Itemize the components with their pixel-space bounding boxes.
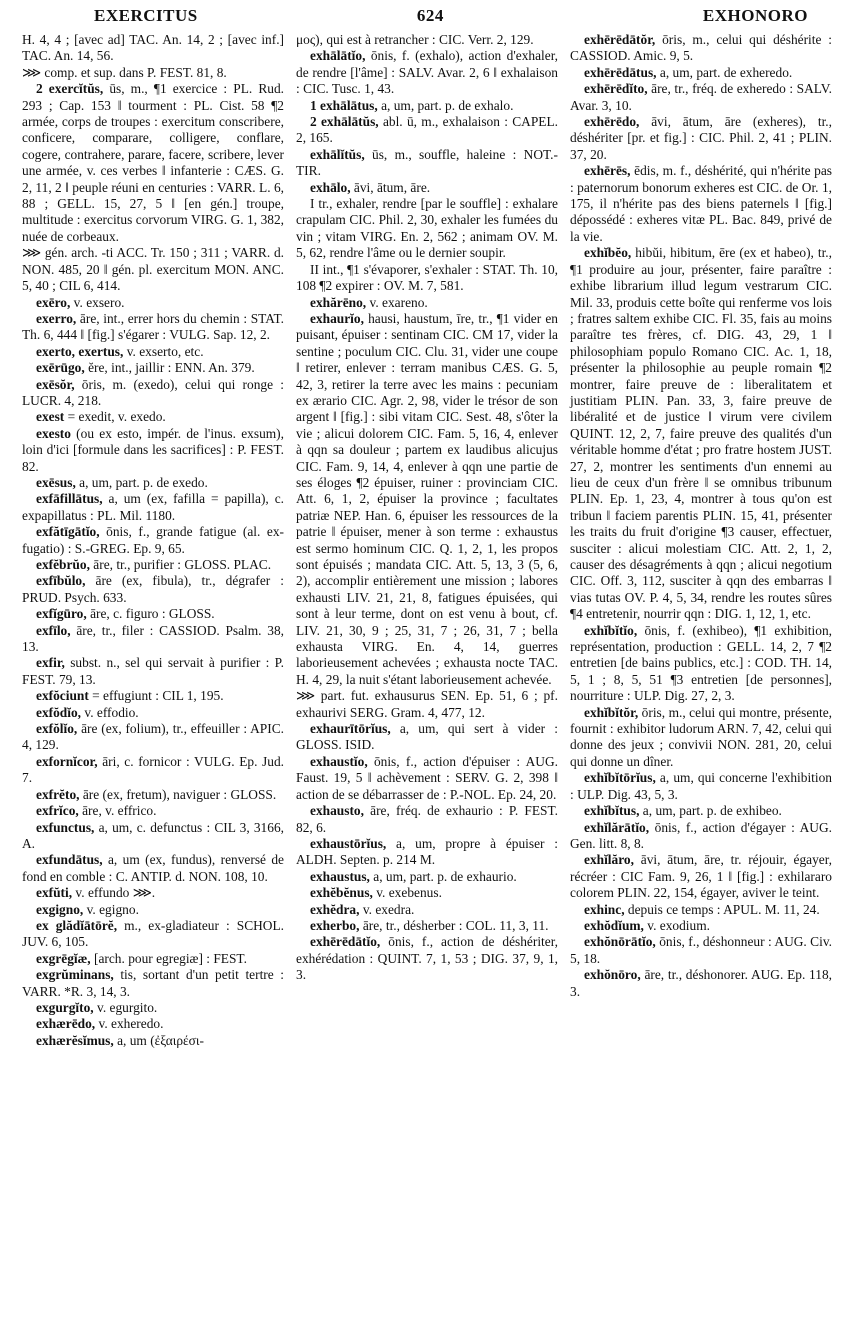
- entry-text: I tr., exhaler, rendre [par le souffle] : exhalare crapulam CIC. Phil. 2, 30, exhaler les fumées du vin ; vitam VIRG. En. 2, 562 ; animam OV. M. 5, 62, rendre l'âme ou le dernier soupir.: [296, 196, 558, 261]
- entry-headword: exhĕbĕnus,: [310, 885, 373, 901]
- dictionary-entry: [296, 114, 558, 147]
- dictionary-entry: [570, 163, 832, 245]
- dictionary-entry: [22, 491, 284, 524]
- dictionary-entry: [570, 705, 832, 771]
- entry-text: v. effundo ⋙.: [72, 885, 156, 901]
- dictionary-entry: [570, 770, 832, 803]
- dictionary-entry: [570, 803, 832, 819]
- entry-text: v. exserto, etc.: [123, 343, 204, 359]
- entry-text: subst. n., sel qui servait à purifier : P. FEST. 79, 13.: [22, 655, 284, 687]
- entry-headword: exhŏnōrātĭo,: [584, 934, 656, 950]
- entry-text: ōnis, f. (exhalo), action d'exhaler, de rendre [l'âme] : SALV. Avar. 2, 6 ‖ exhalaison : CIC. Tusc. 1, 43.: [296, 48, 558, 97]
- dictionary-entry: [22, 787, 284, 803]
- entry-headword: exfir,: [36, 655, 65, 671]
- entry-text: hausi, haustum, īre, tr., ¶1 vider en puisant, épuiser : sentinam CIC. CM 17, vider la sentine ; poculum CIC. Clu. 31, vider une coupe ‖ retirer, enlever : terram manibus CÆS. G. 5, 42, 3, retirer la terre avec les mains : pecuniam ex ærario CIC. Agr. 2, 98, vider le trésor de son argent ‖ [fig.] : sibi vitam CIC. Sest. 48, s'ôter la vie ; alicui dolorem CIC. Fam. 5, 16, 4, enlever à qqn sa douleur ; partem ex laudibus alicujus CIC. Fam. 9, 14, 4, enlever à qqn une partie de ses éloges ¶2 épuiser, ruiner : provinciam CIC. Att. 6, 1, 2, épuiser la province ; facultates patriæ NEP. Han. 6, épuiser les ressources de la patrie ‖ épuiser, mener à son terme : exhaustus est sermo hominum CIC. Q. 1, 2, 1, les propos sont épuisés ; mandata CIC. Att. 5, 13, 3 (5, 6, 2), accomplir entièrement une mission ; labores exhausti LIV. 21, 21, 8, fatigues épuisées, qui sont à leur terme, dont on est venu à bout, cf. LIV. 21, 30, 9 ; 25, 31, 7 ; 26, 31, 7 ; bella exhausta VIRG. En. 4, 14, guerres laborieusement achevées ; exhausta nocte TAC. H. 4, 29, la nuit s'étant laborieusement achevée.: [296, 310, 558, 687]
- entry-headword: exfŏdĭo,: [36, 704, 82, 720]
- entry-text: ōnis, f., déshonneur : AUG. Civ. 5, 18.: [570, 934, 832, 966]
- entry-headword: exfunctus,: [36, 819, 95, 835]
- entry-headword: exherbo,: [310, 917, 360, 933]
- entry-headword: exerro,: [36, 310, 77, 326]
- entry-headword: exfornĭcor,: [36, 753, 98, 769]
- entry-headword: ex glădĭātōrĕ,: [36, 917, 118, 933]
- entry-headword: exhĭbĭtĭo,: [584, 622, 638, 638]
- entry-headword: exfundātus,: [36, 852, 103, 868]
- entry-headword: exfătīgātĭo,: [36, 524, 100, 540]
- dictionary-entry: [22, 65, 284, 81]
- entry-text: II int., ¶1 s'évaporer, s'exhaler : STAT. Th. 10, 108 ¶2 expirer : OV. M. 7, 581.: [296, 261, 558, 294]
- dictionary-entry: [570, 65, 832, 81]
- entry-text: (ou ex esto, impér. de l'inus. exsum), loin d'ici [formule dans les sacrifices] : P. FEST. 82.: [22, 425, 284, 474]
- dictionary-entry: [22, 721, 284, 754]
- entry-headword: exēsŏr,: [36, 376, 75, 392]
- entry-headword: exfŏlĭo,: [36, 721, 78, 737]
- entry-text: āre, tr., purifier : GLOSS. PLAC.: [89, 557, 272, 572]
- dictionary-entry: [570, 820, 832, 853]
- entry-headword: exhărēno,: [310, 294, 367, 310]
- dictionary-entry: [296, 48, 558, 97]
- entry-text: āvi, ātum, āre.: [350, 179, 431, 195]
- entry-text: ōris, m., celui qui montre, présente, fournit : exhibitor ludorum ARN. 7, 42, celui qui donne des jeux ; convivii NON. 281, 20, celui qui donne un dîner.: [570, 704, 832, 769]
- dictionary-entry: [22, 918, 284, 951]
- entry-headword: exfāfillātus,: [36, 491, 103, 507]
- dictionary-entry: [22, 852, 284, 885]
- running-head-left: EXERCITUS: [94, 6, 198, 25]
- entry-text: hibŭi, hibitum, ēre (ex et habeo), tr., ¶1 produire au jour, présenter, faire paraître : exhibe librarium illud legum vestrarum CIC. Mil. 33, produis cette boîte qui renferme vos lois ; fratres saltem exhibe CIC. Fl. 35, fais au moins paraître tes frères, cf. DIG. 43, 29, 1 ‖ philosophiam populo Romano CIC. Ac. 1, 18, présenter la philosophie au peuple romain ¶2 montrer, faire preuve de : liberalitatem et justitiam PLIN. Pan. 33, 3, faire preuve de libéralité et de justice ‖ virum vere civilem QUINT. 12, 2, 7, faire preuve des qualités d'un véritable homme d'état ; pro fratre hostem JUST. 27, 2, montrer les sentiments d'un ennemi au lieu de ceux d'un frère ‖ se omnibus tribunum PLIN. Ep. 1, 23, 4, montrer à tous qu'on est tribun ‖ faciem parentis PLIN. 15, 41, présenter les traits du fruit d'origine ¶3 causer, effectuer, susciter : alicui molestiam CIC. Att. 2, 1, 2, causer des désagréments à qqn ; alicui negotium CIC. Off. 3, 112, susciter à qqn des embarras ‖ vias tutas OV. P. 4, 5, 34, rendre les routes sûres ¶4 entretenir, nourrir qqn : DIG. 1, 12, 1, etc.: [570, 245, 832, 622]
- entry-text: a, um (ex, fafilla = papilla), c. expapillatus : PL. Mil. 1180.: [22, 491, 284, 523]
- entry-headword: exfĕbrŭo,: [36, 557, 90, 572]
- entry-text: āre, tr., filer : CASSIOD. Psalm. 38, 13.: [22, 622, 284, 655]
- dictionary-entry: [570, 918, 832, 934]
- dictionary-entry: [22, 360, 284, 376]
- entry-text: ⋙ comp. et sup. dans P. FEST. 81, 8.: [22, 64, 227, 80]
- dictionary-entry: [22, 295, 284, 311]
- dictionary-entry: [22, 606, 284, 622]
- entry-headword: exesto: [36, 425, 71, 441]
- entry-text: v. egigno.: [83, 901, 139, 917]
- entry-headword: exhērēs,: [584, 163, 631, 179]
- entry-text: a, um, part. p. de exhalo.: [377, 97, 514, 113]
- running-head-right: EXHONORO: [702, 6, 808, 25]
- page-header: [22, 6, 832, 32]
- entry-headword: exfībŭlo,: [36, 573, 86, 589]
- dictionary-entry: [296, 262, 558, 295]
- entry-text: abl. ū, m., exhalaison : CAPEL. 2, 165.: [296, 114, 558, 146]
- dictionary-entry: [22, 311, 284, 344]
- entry-headword: exhālātĭo,: [310, 48, 366, 64]
- entry-headword: exhaustĭo,: [310, 753, 368, 769]
- entry-text: a, um, propre à épuiser : ALDH. Septen. p. 214 M.: [296, 835, 558, 868]
- entry-text: āre, c. figuro : GLOSS.: [86, 606, 215, 622]
- entry-headword: exhālĭtŭs,: [310, 146, 365, 162]
- entry-text: ūs, m., souffle, haleine : NOT.-TIR.: [296, 146, 558, 179]
- entry-headword: exēsus,: [36, 474, 76, 490]
- entry-text: ōris, m. (exedo), celui qui ronge : LUCR. 4, 218.: [22, 376, 284, 408]
- dictionary-entry: [22, 820, 284, 853]
- entry-text: v. exheredo.: [95, 1016, 164, 1032]
- entry-headword: exhērēdo,: [584, 114, 640, 130]
- column-3: [570, 32, 832, 1049]
- dictionary-entry: [22, 377, 284, 410]
- entry-text: = effugiunt : CIL 1, 195.: [88, 688, 224, 704]
- entry-headword: exhērēdātŏr,: [584, 32, 656, 47]
- entry-text: v. exedra.: [359, 901, 415, 917]
- entry-text: ⋙ gén. arch. -ti ACC. Tr. 150 ; 311 ; VARR. d. NON. 485, 20 ‖ gén. pl. exercitum MON. ANC. 5, 40 ; CIL 6, 414.: [22, 245, 284, 294]
- dictionary-entry: [296, 311, 558, 688]
- entry-text: v. exodium.: [643, 917, 710, 933]
- entry-text: = exedit, v. exedo.: [64, 409, 166, 425]
- entry-text: āre (ex, folium), tr., effeuiller : APIC. 4, 129.: [22, 721, 284, 753]
- entry-headword: exgigno,: [36, 901, 84, 917]
- entry-headword: exēro,: [36, 294, 71, 310]
- entry-headword: exhaustōrĭus,: [310, 835, 387, 851]
- entry-headword: exhausto,: [310, 803, 364, 819]
- dictionary-entry: [296, 803, 558, 836]
- entry-text: āre, tr., déshonorer. AUG. Ep. 118, 3.: [570, 967, 832, 999]
- entry-text: ĕre, int., jaillir : ENN. An. 379.: [84, 360, 255, 376]
- column-1: [22, 32, 284, 1049]
- entry-headword: exhinc,: [584, 901, 625, 917]
- dictionary-entry: [296, 902, 558, 918]
- dictionary-entry: [570, 32, 832, 65]
- dictionary-entry: [22, 885, 284, 901]
- dictionary-entry: [22, 951, 284, 967]
- dictionary-entry: [22, 81, 284, 245]
- dictionary-entry: [22, 705, 284, 721]
- dictionary-entry: [296, 869, 558, 885]
- entry-text: āre, int., errer hors du chemin : STAT. Th. 6, 444 ‖ [fig.] s'égarer : VULG. Sap. 12, 2.: [22, 310, 284, 343]
- dictionary-entry: [22, 409, 284, 425]
- entry-headword: exfīlo,: [36, 622, 71, 638]
- entry-text: m., ex-gladiateur : SCHOL. JUV. 6, 105.: [22, 917, 284, 950]
- dictionary-entry: [570, 114, 832, 163]
- entry-headword: exgrŭminans,: [36, 967, 114, 983]
- entry-text: ōris, m., celui qui déshérite : CASSIOD. Amic. 9, 5.: [570, 32, 832, 64]
- dictionary-entry: [296, 98, 558, 114]
- dictionary-entry: [22, 902, 284, 918]
- entry-headword: exhaustus,: [310, 868, 370, 884]
- dictionary-entry: [22, 803, 284, 819]
- dictionary-entry: [22, 754, 284, 787]
- dictionary-entry: [570, 967, 832, 1000]
- dictionary-entry: [296, 754, 558, 803]
- entry-text: H. 4, 4 ; [avec ad] TAC. An. 14, 2 ; [avec inf.] TAC. An. 14, 56.: [22, 32, 284, 64]
- dictionary-entry: [570, 623, 832, 705]
- dictionary-entry: [296, 147, 558, 180]
- dictionary-entry: [22, 688, 284, 704]
- dictionary-entry: [22, 1016, 284, 1032]
- entry-headword: exhĭlăro,: [584, 852, 634, 868]
- dictionary-entry: [570, 902, 832, 918]
- entry-headword: exhŏnōro,: [584, 967, 641, 983]
- dictionary-entry: [296, 295, 558, 311]
- text-columns: [22, 32, 832, 1049]
- entry-text: āvi, ātum, āre, tr. réjouir, égayer, récréer : CIC Fam. 9, 26, 1 ‖ [fig.] : exhilararo colorem PLIN. 22, 154, égayer, aviver le teint.: [570, 852, 832, 901]
- dictionary-entry: [22, 344, 284, 360]
- entry-text: [arch. pour egregiæ] : FEST.: [90, 950, 247, 966]
- entry-headword: exfrĕto,: [36, 786, 80, 802]
- dictionary-entry: [22, 1033, 284, 1049]
- dictionary-entry: [22, 655, 284, 688]
- entry-headword: exest: [36, 409, 65, 425]
- dictionary-entry: [570, 245, 832, 622]
- entry-headword: exfŏciunt: [36, 688, 89, 704]
- entry-text: ōnis, f., action d'égayer : AUG. Gen. litt. 8, 8.: [570, 819, 832, 851]
- dictionary-entry: [22, 426, 284, 475]
- entry-text: ⋙ part. fut. exhausurus SEN. Ep. 51, 6 ; pf. exhaurivi SERG. Gram. 4, 477, 12.: [296, 688, 558, 720]
- entry-headword: exhærēdo,: [36, 1016, 96, 1032]
- entry-headword: exfŭti,: [36, 885, 73, 901]
- dictionary-entry: [296, 32, 558, 48]
- dictionary-entry: [22, 32, 284, 65]
- dictionary-entry: [22, 1000, 284, 1016]
- dictionary-entry: [22, 967, 284, 1000]
- entry-text: a, um (ex, fundus), renversé de fond en comble : C. ANTIP. d. NON. 108, 10.: [22, 852, 284, 884]
- entry-text: āre, fréq. de exhaurio : P. FEST. 82, 6.: [296, 803, 558, 835]
- dictionary-entry: [570, 81, 832, 114]
- dictionary-entry: [296, 688, 558, 721]
- entry-text: v. exsero.: [70, 294, 125, 310]
- entry-headword: exfĭgūro,: [36, 606, 87, 622]
- entry-text: āri, c. fornicor : VULG. Ep. Jud. 7.: [22, 753, 284, 786]
- entry-headword: exgurgĭto,: [36, 999, 94, 1015]
- entry-text: μος), qui est à retrancher : CIC. Verr. 2, 129.: [296, 32, 534, 47]
- entry-text: āre (ex, fretum), naviguer : GLOSS.: [79, 786, 277, 802]
- dictionary-entry: [296, 721, 558, 754]
- entry-text: ōnis, f. (exhibeo), ¶1 exhibition, représentation, production : GELL. 14, 2, 7 ¶2 entretien [de bains publics, etc.] : COD. TH. 14, 5, 1 ; 8, 5, 51 ¶3 entretien [de personnes], nourriture : ULP. Dig. 27, 2, 3.: [570, 622, 832, 704]
- dictionary-entry: [570, 934, 832, 967]
- entry-text: āvi, ātum, āre (exheres), tr., déshériter [pr. et fig.] : CIC. Phil. 2, 41 ; PLIN. 37, 20.: [570, 114, 832, 162]
- entry-headword: exhĭbĭtōrĭus,: [584, 770, 656, 786]
- entry-headword: exhĭbĭtŏr,: [584, 704, 639, 720]
- entry-text: v. egurgito.: [93, 999, 158, 1015]
- dictionary-entry: [296, 196, 558, 262]
- dictionary-entry: [296, 836, 558, 869]
- entry-headword: 2 exhālātŭs,: [310, 114, 379, 130]
- entry-headword: exhĕdra,: [310, 901, 360, 917]
- entry-headword: exerto, exertus,: [36, 343, 124, 359]
- entry-headword: exhērēdātĭo,: [310, 934, 381, 950]
- dictionary-entry: [22, 623, 284, 656]
- entry-headword: exhērēdĭto,: [584, 81, 648, 97]
- dictionary-entry: [22, 557, 284, 573]
- entry-text: a, um, part. p. de exhaurio.: [369, 868, 517, 884]
- entry-text: a, um, part. p. de exedo.: [75, 474, 208, 490]
- entry-text: v. effodio.: [81, 704, 139, 720]
- dictionary-entry: [22, 475, 284, 491]
- entry-headword: exhĭlărātĭo,: [584, 819, 650, 835]
- dictionary-entry: [296, 885, 558, 901]
- entry-text: a, um, qui concerne l'exhibition : ULP. Dig. 43, 5, 3.: [570, 770, 832, 802]
- entry-headword: exhĭbĭtus,: [584, 803, 640, 819]
- entry-headword: exhālo,: [310, 179, 351, 195]
- entry-text: ōnis, f., action d'épuiser : AUG. Faust. 19, 5 ‖ achèvement : SERV. G. 2, 398 ‖ action de se débarrasser de : P.-NOL. Ep. 24, 20.: [296, 753, 558, 802]
- entry-text: ēdis, m. f., déshérité, qui n'hérite pas : paternorum bonorum exheres est CIC. de Or. 1, 175, il n'hérite pas des biens paternels ‖ [fig.] dépossédé : exheres vitæ PL. Bac. 849, privé de la vie.: [570, 163, 832, 244]
- entry-headword: exērūgo,: [36, 360, 85, 376]
- entry-headword: 1 exhālātus,: [310, 97, 378, 113]
- entry-text: ōnis, f., grande fatigue (al. ex-fugatio) : S.-GREG. Ep. 9, 65.: [22, 524, 284, 556]
- entry-headword: exhērēdātus,: [584, 64, 657, 80]
- entry-headword: exhŏdĭum,: [584, 917, 644, 933]
- entry-headword: exhaurītōrĭus,: [310, 721, 391, 737]
- entry-text: v. exebenus.: [372, 885, 442, 901]
- entry-text: āre (ex, fibula), tr., dégrafer : PRUD. Psych. 633.: [22, 573, 284, 605]
- entry-text: a, um, c. defunctus : CIL 3, 3166, A.: [22, 819, 284, 851]
- entry-text: v. exareno.: [366, 294, 428, 310]
- dictionary-entry: [22, 524, 284, 557]
- entry-text: āre, tr., fréq. de exheredo : SALV. Avar. 3, 10.: [570, 81, 832, 113]
- entry-text: a, um, part. p. de exhibeo.: [639, 803, 782, 819]
- page-number: 624: [416, 6, 444, 25]
- dictionary-entry: [296, 180, 558, 196]
- entry-text: a, um (ἐξαιρέσι-: [113, 1032, 204, 1048]
- dictionary-entry: [296, 918, 558, 934]
- entry-headword: exgrēgĭæ,: [36, 950, 91, 966]
- entry-text: depuis ce temps : APUL. M. 11, 24.: [624, 901, 820, 917]
- entry-text: a, um, part. de exheredo.: [656, 64, 793, 80]
- entry-text: āre, v. effrico.: [78, 803, 157, 819]
- entry-text: a, um, qui sert à vider : GLOSS. ISID.: [296, 721, 558, 753]
- entry-headword: exhaurĭo,: [310, 310, 364, 326]
- entry-text: ūs, m., ¶1 exercice : PL. Rud. 293 ; Cap. 153 ‖ tourment : PL. Cist. 58 ¶2 armée, corps de troupes : exercitum conscribere, conficere, comparare, colligere, conflare, cogere, contrahere, parare, facere, scribere, lever une armée, v. ces verbes ‖ infanterie : CÆS. G. 2, 11, 2 ‖ peuple réuni en centuries : VARR. L. 6, 88 ; GELL. 15, 27, 5 ‖ [en gén.] troupe, multitude : exercitus corvorum VIRG. G. 1, 382, nuée de corbeaux.: [22, 81, 284, 244]
- entry-headword: exfrĭco,: [36, 803, 79, 819]
- dictionary-entry: [570, 852, 832, 901]
- entry-text: āre, tr., désherber : COL. 11, 3, 11.: [359, 917, 549, 933]
- column-2: [296, 32, 558, 1049]
- dictionary-entry: [22, 245, 284, 294]
- entry-headword: exhærĕsĭmus,: [36, 1032, 114, 1048]
- dictionary-entry: [296, 934, 558, 983]
- dictionary-entry: [22, 573, 284, 606]
- entry-text: tis, sortant d'un petit tertre : VARR. *R. 3, 14, 3.: [22, 967, 284, 999]
- entry-headword: exhĭbĕo,: [584, 245, 632, 261]
- entry-headword: 2 exercĭtŭs,: [36, 81, 104, 97]
- entry-text: ōnis, f., action de déshériter, exhérédation : QUINT. 7, 1, 53 ; DIG. 37, 9, 1, 3.: [296, 934, 558, 983]
